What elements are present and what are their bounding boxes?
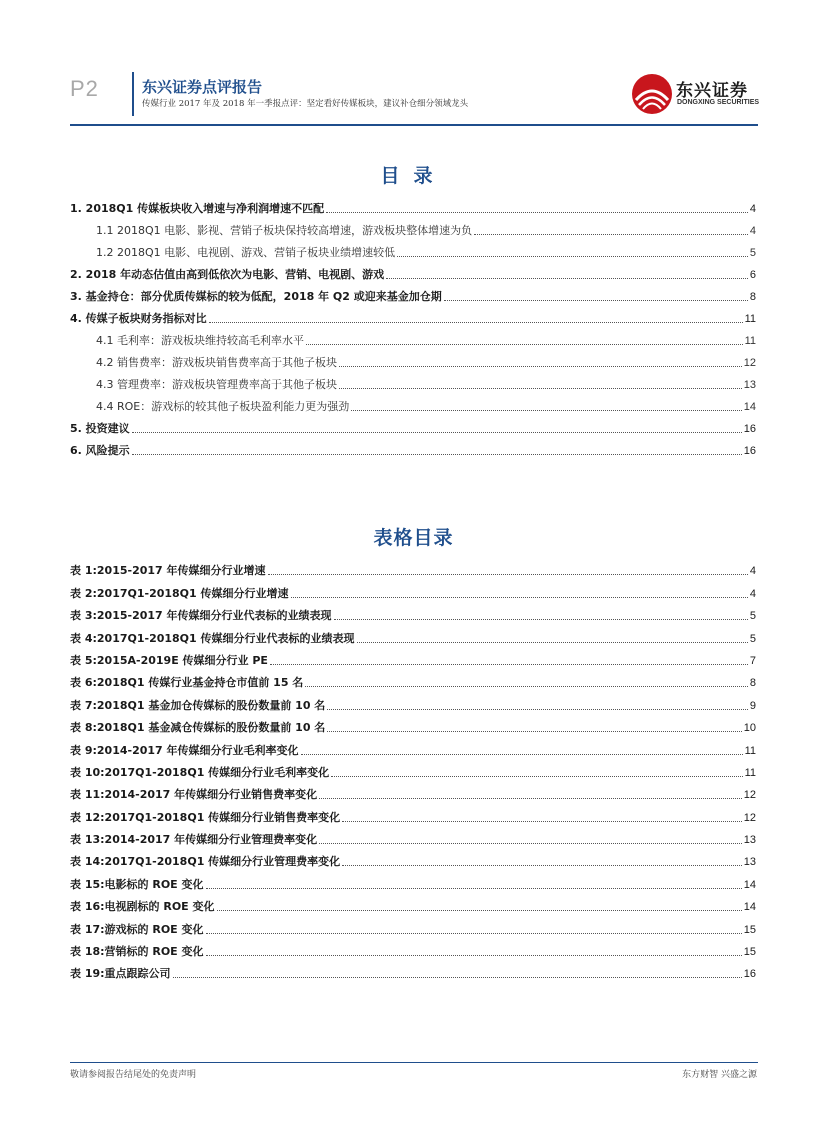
report-type-title: 东兴证券点评报告: [142, 78, 263, 96]
table-index-entry[interactable]: [70, 623, 756, 645]
dot-leader: [270, 664, 748, 665]
dot-leader: [357, 642, 748, 643]
table-index-entry-title: 表 7:2018Q1 基金加仓传媒标的股份数量前 10 名: [70, 698, 326, 712]
table-index-entry-title: 表 19:重点跟踪公司: [70, 967, 171, 981]
toc-entry[interactable]: [70, 348, 756, 370]
toc-entry-title: 4.1 毛利率：游戏板块维持较高毛利率水平: [96, 334, 304, 347]
logo-text-en: DONGXING SECURITIES: [677, 99, 760, 106]
dot-leader: [206, 955, 742, 956]
table-index-entry-title: 表 10:2017Q1-2018Q1 传媒细分行业毛利率变化: [70, 765, 330, 779]
logo-text-cn: 东兴证券: [676, 81, 748, 101]
table-index-entry-page: 13: [743, 834, 756, 847]
header-rule: [70, 124, 758, 126]
table-index-entry[interactable]: [70, 847, 756, 869]
logo-mark-icon: [630, 72, 674, 116]
dot-leader: [331, 776, 742, 777]
toc-entry-title: 4.3 管理费率：游戏板块管理费率高于其他子板块: [96, 378, 337, 391]
table-index-entry-title: 表 8:2018Q1 基金减仓传媒标的股份数量前 10 名: [70, 721, 326, 735]
table-index-entry[interactable]: [70, 713, 756, 735]
toc-entry-page: 11: [744, 335, 756, 347]
dot-leader: [319, 798, 742, 799]
table-index-entry[interactable]: [70, 556, 756, 578]
toc-entry[interactable]: [70, 304, 756, 326]
table-index-entry-title: 表 1:2015-2017 年传媒细分行业增速: [70, 564, 266, 578]
dot-leader: [339, 388, 742, 389]
toc-entry-page: 5: [749, 247, 756, 259]
toc-entry-title: 3. 基金持仓：部分优质传媒标的较为低配，2018 年 Q2 或迎来基金加仓期: [70, 290, 442, 303]
toc-entry-title: 1.2 2018Q1 电影、电视剧、游戏、营销子板块业绩增速较低: [96, 246, 396, 259]
toc-entry-page: 16: [743, 445, 756, 457]
header-divider: [132, 72, 134, 116]
report-subtitle: 传媒行业 2017 年及 2018 年一季报点评：坚定看好传媒板块，建议补仓细分领域龙头: [142, 99, 469, 109]
dot-leader: [291, 597, 748, 598]
toc-entry-page: 4: [749, 225, 756, 237]
table-index-entry-page: 14: [743, 878, 756, 891]
toc-entry[interactable]: [70, 414, 756, 436]
table-index-entry[interactable]: [70, 735, 756, 757]
table-index-entry[interactable]: [70, 914, 756, 936]
table-index-entry-title: 表 6:2018Q1 传媒行业基金持仓市值前 15 名: [70, 676, 304, 690]
dot-leader: [209, 322, 743, 323]
table-index-entry-title: 表 11:2014-2017 年传媒细分行业销售费率变化: [70, 788, 318, 802]
toc-entry-title: 5. 投资建议: [70, 422, 130, 435]
table-index-entry-page: 12: [743, 811, 756, 824]
table-index-entry-page: 15: [743, 923, 756, 936]
table-index-entry-page: 11: [744, 766, 756, 779]
table-index-entry-title: 表 15:电影标的 ROE 变化: [70, 877, 204, 891]
dot-leader: [132, 432, 742, 433]
footer-rule: [70, 1062, 758, 1063]
toc-entry-title: 2. 2018 年动态估值由高到低依次为电影、营销、电视剧、游戏: [70, 268, 385, 281]
table-index-entry[interactable]: [70, 869, 756, 891]
toc-entry[interactable]: [70, 194, 756, 216]
toc-entry-page: 6: [749, 269, 756, 281]
company-logo: [630, 72, 760, 116]
table-index-entry-page: 4: [749, 587, 756, 600]
dot-leader: [327, 731, 741, 732]
dot-leader: [326, 212, 748, 213]
table-index-entry[interactable]: [70, 646, 756, 668]
table-index-entry-title: 表 3:2015-2017 年传媒细分行业代表标的业绩表现: [70, 609, 332, 623]
table-index-entry-page: 8: [749, 677, 756, 690]
footer-slogan: 东方财智 兴盛之源: [682, 1070, 757, 1080]
table-index-entry[interactable]: [70, 780, 756, 802]
table-index-entry-title: 表 12:2017Q1-2018Q1 传媒细分行业销售费率变化: [70, 810, 341, 824]
dot-leader: [268, 574, 748, 575]
dot-leader: [327, 709, 748, 710]
table-index-entry-title: 表 18:营销标的 ROE 变化: [70, 945, 204, 959]
toc-entry-page: 4: [749, 203, 756, 215]
table-index-entry-page: 16: [743, 968, 756, 981]
dot-leader: [306, 344, 743, 345]
toc-entry-page: 11: [744, 313, 756, 325]
dot-leader: [301, 754, 743, 755]
table-index-entry-page: 15: [743, 946, 756, 959]
table-index-entry-page: 5: [749, 610, 756, 623]
table-index-title: 表格目录: [373, 527, 454, 549]
table-index-entry-title: 表 9:2014-2017 年传媒细分行业毛利率变化: [70, 743, 299, 757]
dot-leader: [305, 686, 748, 687]
dot-leader: [474, 234, 748, 235]
table-index-entry[interactable]: [70, 690, 756, 712]
table-index-entry-title: 表 5:2015A-2019E 传媒细分行业 PE: [70, 653, 268, 667]
toc-entry[interactable]: [70, 370, 756, 392]
table-index-entry[interactable]: [70, 959, 756, 981]
toc-entry[interactable]: [70, 260, 756, 282]
toc-entry-title: 4. 传媒子板块财务指标对比: [70, 312, 207, 325]
table-index-list: [70, 556, 756, 981]
table-index-entry-title: 表 13:2014-2017 年传媒细分行业管理费率变化: [70, 833, 318, 847]
dot-leader: [386, 278, 748, 279]
page-header: [0, 0, 827, 130]
table-index-entry[interactable]: [70, 802, 756, 824]
table-index-entry-title: 表 14:2017Q1-2018Q1 传媒细分行业管理费率变化: [70, 855, 341, 869]
table-index-entry[interactable]: [70, 601, 756, 623]
table-index-entry[interactable]: [70, 758, 756, 780]
table-index-entry[interactable]: [70, 825, 756, 847]
table-index-entry-page: 10: [743, 722, 756, 735]
dot-leader: [173, 977, 742, 978]
dot-leader: [351, 410, 742, 411]
disclaimer-note: 敬请参阅报告结尾处的免责声明: [70, 1070, 197, 1080]
table-index-entry-page: 7: [749, 654, 756, 667]
dot-leader: [206, 933, 742, 934]
toc-entry-page: 16: [743, 423, 756, 435]
table-index-entry[interactable]: [70, 578, 756, 600]
dot-leader: [217, 910, 742, 911]
toc-entry-title: 4.4 ROE：游戏标的较其他子板块盈利能力更为强劲: [96, 400, 350, 413]
dot-leader: [334, 619, 748, 620]
toc-entry[interactable]: [70, 216, 756, 238]
dot-leader: [444, 300, 748, 301]
toc-entry-title: 4.2 销售费率：游戏板块销售费率高于其他子板块: [96, 356, 337, 369]
toc-entry[interactable]: [70, 392, 756, 414]
toc-entry[interactable]: [70, 326, 756, 348]
page-number: P2: [70, 76, 99, 101]
table-index-entry-title: 表 16:电视剧标的 ROE 变化: [70, 900, 215, 914]
toc-entry-page: 13: [743, 379, 756, 391]
dot-leader: [132, 454, 742, 455]
dot-leader: [319, 843, 742, 844]
toc-entry-page: 14: [743, 401, 756, 413]
dot-leader: [339, 366, 742, 367]
toc-entry-title: 1. 2018Q1 传媒板块收入增速与净利润增速不匹配: [70, 202, 325, 215]
table-index-entry[interactable]: [70, 668, 756, 690]
table-index-entry-page: 9: [749, 699, 756, 712]
table-index-entry-page: 11: [744, 744, 756, 757]
toc-title: 目录: [380, 165, 447, 187]
toc-entry[interactable]: [70, 282, 756, 304]
toc-entry[interactable]: [70, 436, 756, 458]
table-index-entry[interactable]: [70, 892, 756, 914]
table-index-entry[interactable]: [70, 937, 756, 959]
table-index-entry-page: 4: [749, 565, 756, 578]
table-index-entry-title: 表 2:2017Q1-2018Q1 传媒细分行业增速: [70, 586, 289, 600]
toc-entry-title: 6. 风险提示: [70, 444, 130, 457]
toc-entry-page: 8: [749, 291, 756, 303]
table-index-entry-title: 表 4:2017Q1-2018Q1 传媒细分行业代表标的业绩表现: [70, 631, 355, 645]
table-index-entry-page: 12: [743, 789, 756, 802]
dot-leader: [397, 256, 748, 257]
table-index-entry-title: 表 17:游戏标的 ROE 变化: [70, 922, 204, 936]
toc-entry-title: 1.1 2018Q1 电影、影视、营销子板块保持较高增速，游戏板块整体增速为负: [96, 224, 473, 237]
dot-leader: [342, 865, 742, 866]
table-index-entry-page: 13: [743, 856, 756, 869]
table-index-entry-page: 5: [749, 632, 756, 645]
dot-leader: [206, 888, 742, 889]
dot-leader: [342, 821, 742, 822]
toc-entry[interactable]: [70, 238, 756, 260]
table-index-entry-page: 14: [743, 901, 756, 914]
toc-list: [70, 194, 756, 458]
toc-entry-page: 12: [743, 357, 756, 369]
